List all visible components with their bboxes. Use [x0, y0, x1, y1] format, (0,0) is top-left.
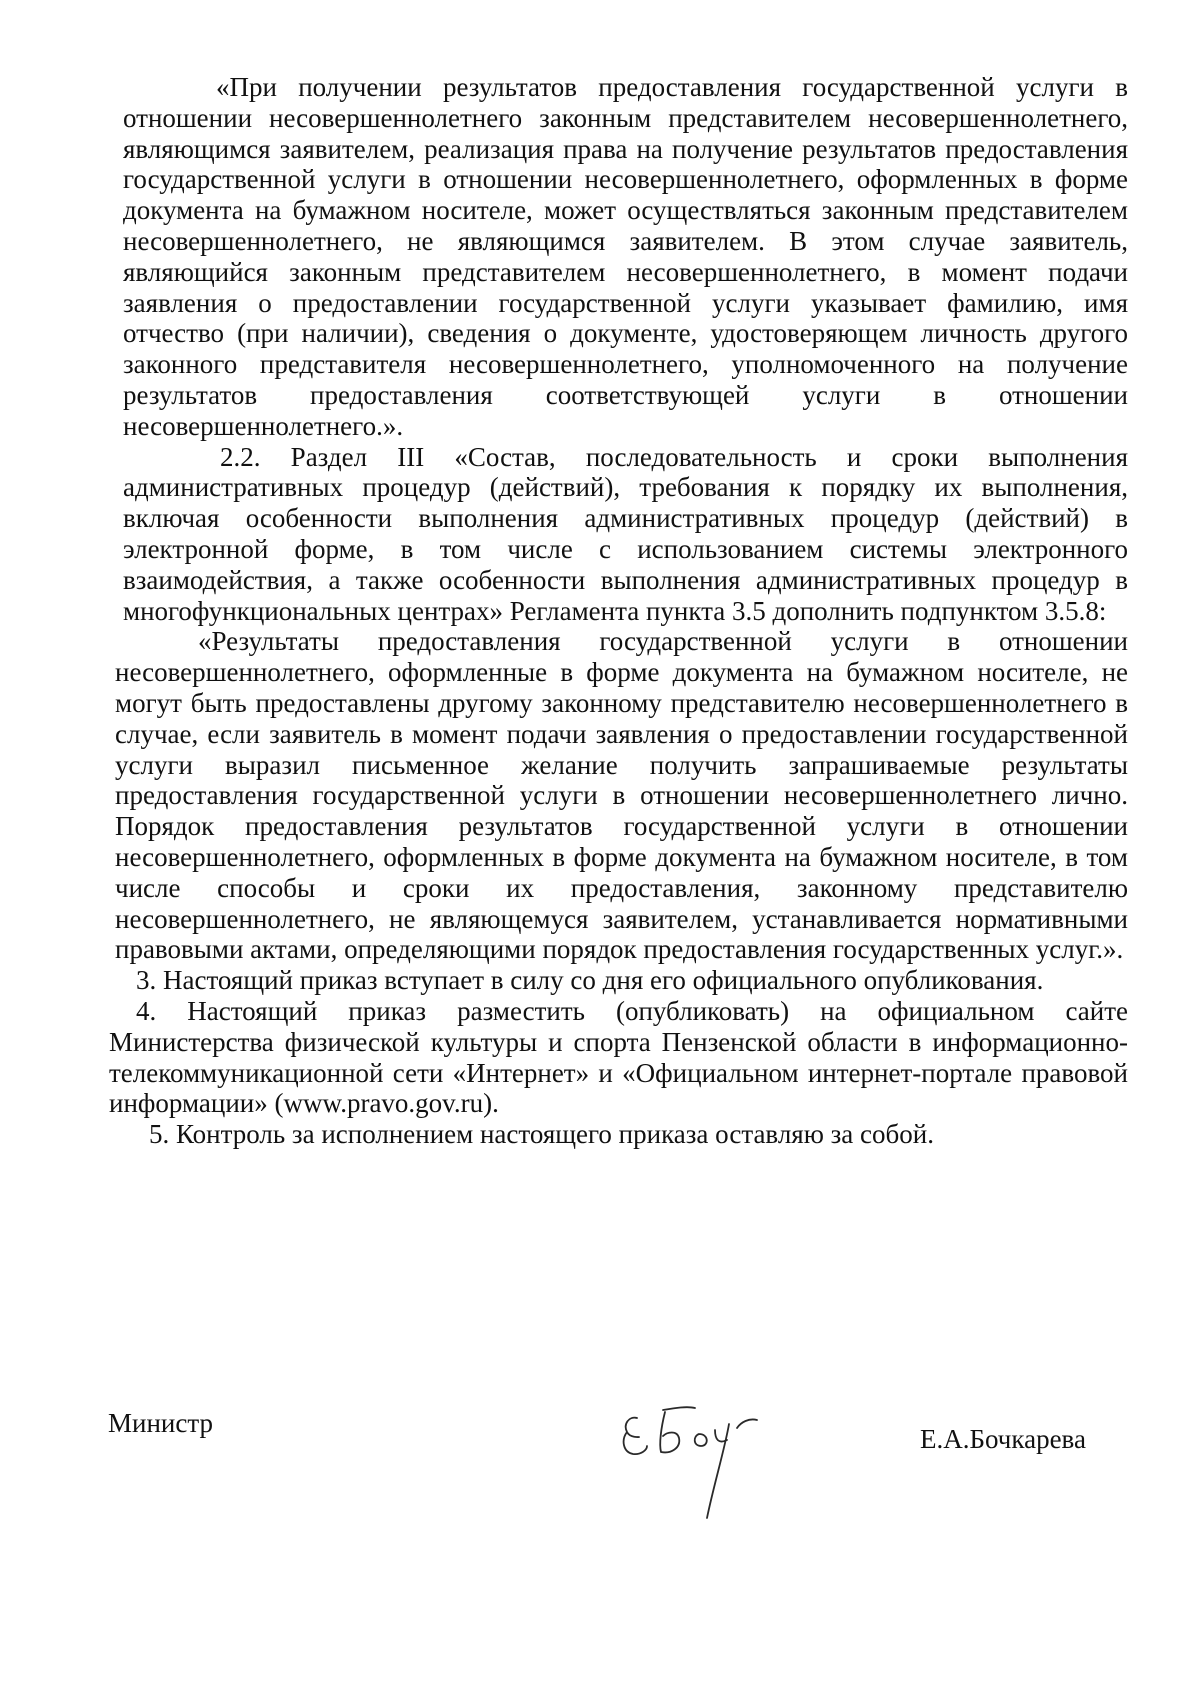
paragraph-item-4: 4. Настоящий приказ разместить (опубликовать) на официальном сайте Министерства физической культуры и спорта Пензенской области в информационно-телекоммуникационной сети «Интернет» и «Официальном интернет-портале правовой информации» (www.pravo.gov.ru). — [109, 995, 1128, 1119]
paragraph-item-3: 3. Настоящий приказ вступает в силу со дня его официального опубликования. — [136, 965, 1044, 996]
document-body — [109, 72, 1128, 1150]
paragraph-section-2-2: 2.2. Раздел III «Состав, последовательность и сроки выполнения административных процедур (действий), требования к порядку их выполнения, включая особенности выполнения административных процедур (действий) в электронной форме, в том числе с использованием системы электронного взаимодействия, а также особенности выполнения административных процедур в многофункциональных центрах» Регламента пункта 3.5 дополнить подпунктом 3.5.8: — [123, 441, 1128, 626]
signatory-title: Министр — [108, 1408, 213, 1438]
signatory-name: Е.А.Бочкарева — [920, 1424, 1086, 1454]
paragraph-item-5: 5. Контроль за исполнением настоящего приказа оставляю за собой. — [149, 1119, 934, 1150]
paragraph-quote-results: «Результаты предоставления государственной услуги в отношении несовершеннолетнего, оформленные в форме документа на бумажном носителе, не могут быть предоставлены другому законному представителю несовершеннолетнего в случае, если заявитель в момент подачи заявления о предоставлении государственной услуги выразил письменное желание получить запрашиваемые результаты предоставления государственной услуги в отношении несовершеннолетнего лично. Порядок предоставления результатов государственной услуги в отношении несовершеннолетнего, оформленных в форме документа на бумажном носителе, в том числе способы и сроки их предоставления, законному представителю несовершеннолетнего, не являющемуся заявителем, устанавливается нормативными правовыми актами, определяющими порядок предоставления государственных услуг.». — [115, 626, 1128, 965]
handwritten-signature — [615, 1388, 775, 1528]
paragraph-quote-legal-representative: «При получении результатов предоставления государственной услуги в отношении несовершеннолетнего законным представителем несовершеннолетнего, являющимся заявителем, реализация права на получение результатов предоставления государственной услуги в отношении несовершеннолетнего, оформленных в форме документа на бумажном носителе, может осуществляться законным представителем несовершеннолетнего, не являющимся заявителем. В этом случае заявитель, являющийся законным представителем несовершеннолетнего, в момент подачи заявления о предоставлении государственной услуги указывает фамилию, имя отчество (при наличии), сведения о документе, удостоверяющем личность другого законного представителя несовершеннолетнего, уполномоченного на получение результатов предоставления соответствующей услуги в отношении несовершеннолетнего.». — [123, 72, 1128, 441]
